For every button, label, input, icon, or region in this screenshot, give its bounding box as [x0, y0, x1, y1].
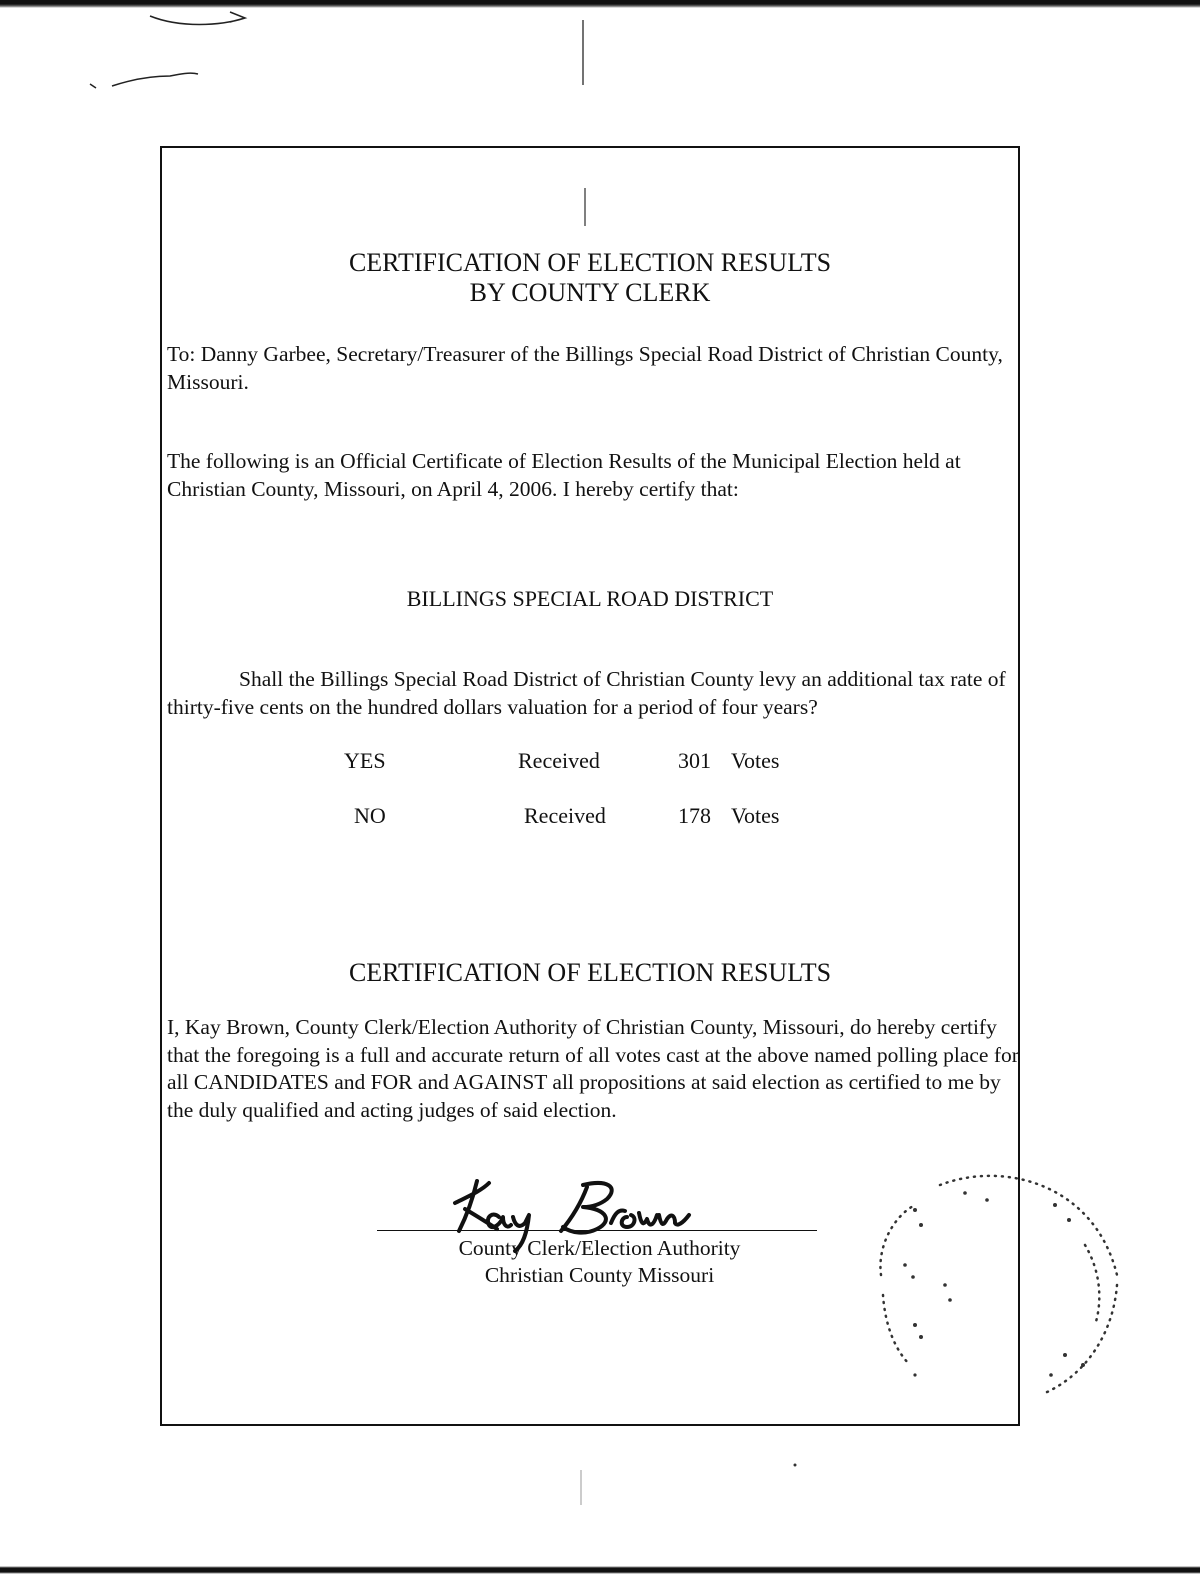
vote-result-row-no — [162, 801, 1018, 831]
district-name: BILLINGS SPECIAL ROAD DISTRICT — [406, 586, 774, 611]
scan-edge-bottom — [0, 1562, 1200, 1578]
signer-county: Christian County Missouri — [484, 1263, 715, 1287]
proposition-paragraph: Shall the Billings Special Road District of Christian County levy an additional tax rate of thirty-five cents on the hundred dollars valuation for a period of four years? — [167, 667, 1006, 719]
scan-dot — [790, 1460, 800, 1470]
signer-title: County Clerk/Election Authority — [458, 1236, 741, 1260]
addressee-paragraph: To: Danny Garbee, Secretary/Treasurer of the Billings Special Road District of Christian County, Missouri. — [167, 342, 1003, 394]
vote-choice: YES — [344, 748, 386, 773]
vote-count: 178 — [678, 803, 711, 828]
certificate-title-line1: CERTIFICATION OF ELECTION RESULTS — [348, 248, 832, 277]
vote-choice: NO — [354, 803, 386, 828]
certificate-title-line2: BY COUNTY CLERK — [469, 278, 711, 307]
vote-count: 301 — [678, 748, 711, 773]
county-seal-impression — [855, 1165, 1145, 1405]
certification-statement: I, Kay Brown, County Clerk/Election Authority of Christian County, Missouri, do hereby certify that the foregoing is a full and accurate return of all votes cast at the above named polling place for all CANDIDATES and FOR and AGAINST all propositions at said election as certified to me by the duly qualified and acting judges of said election. — [167, 1015, 1019, 1122]
intro-paragraph: The following is an Official Certificate of Election Results of the Municipal Election held at Christian County, Missouri, on April 4, 2006. I hereby certify that: — [167, 449, 961, 501]
scan-fold-line — [578, 20, 588, 90]
vote-received-label: Received — [518, 748, 600, 773]
vote-unit: Votes — [731, 803, 780, 828]
vote-result-row-yes — [162, 746, 1018, 776]
vote-unit: Votes — [731, 748, 780, 773]
certification-title: CERTIFICATION OF ELECTION RESULTS — [348, 958, 832, 987]
scan-scribble-mark — [80, 6, 270, 96]
scan-fold-line-bottom — [576, 1470, 586, 1510]
scan-fold-line-inner — [580, 188, 590, 230]
signature-block — [377, 1173, 822, 1303]
vote-received-label: Received — [524, 803, 606, 828]
certificate-title — [162, 248, 1018, 308]
